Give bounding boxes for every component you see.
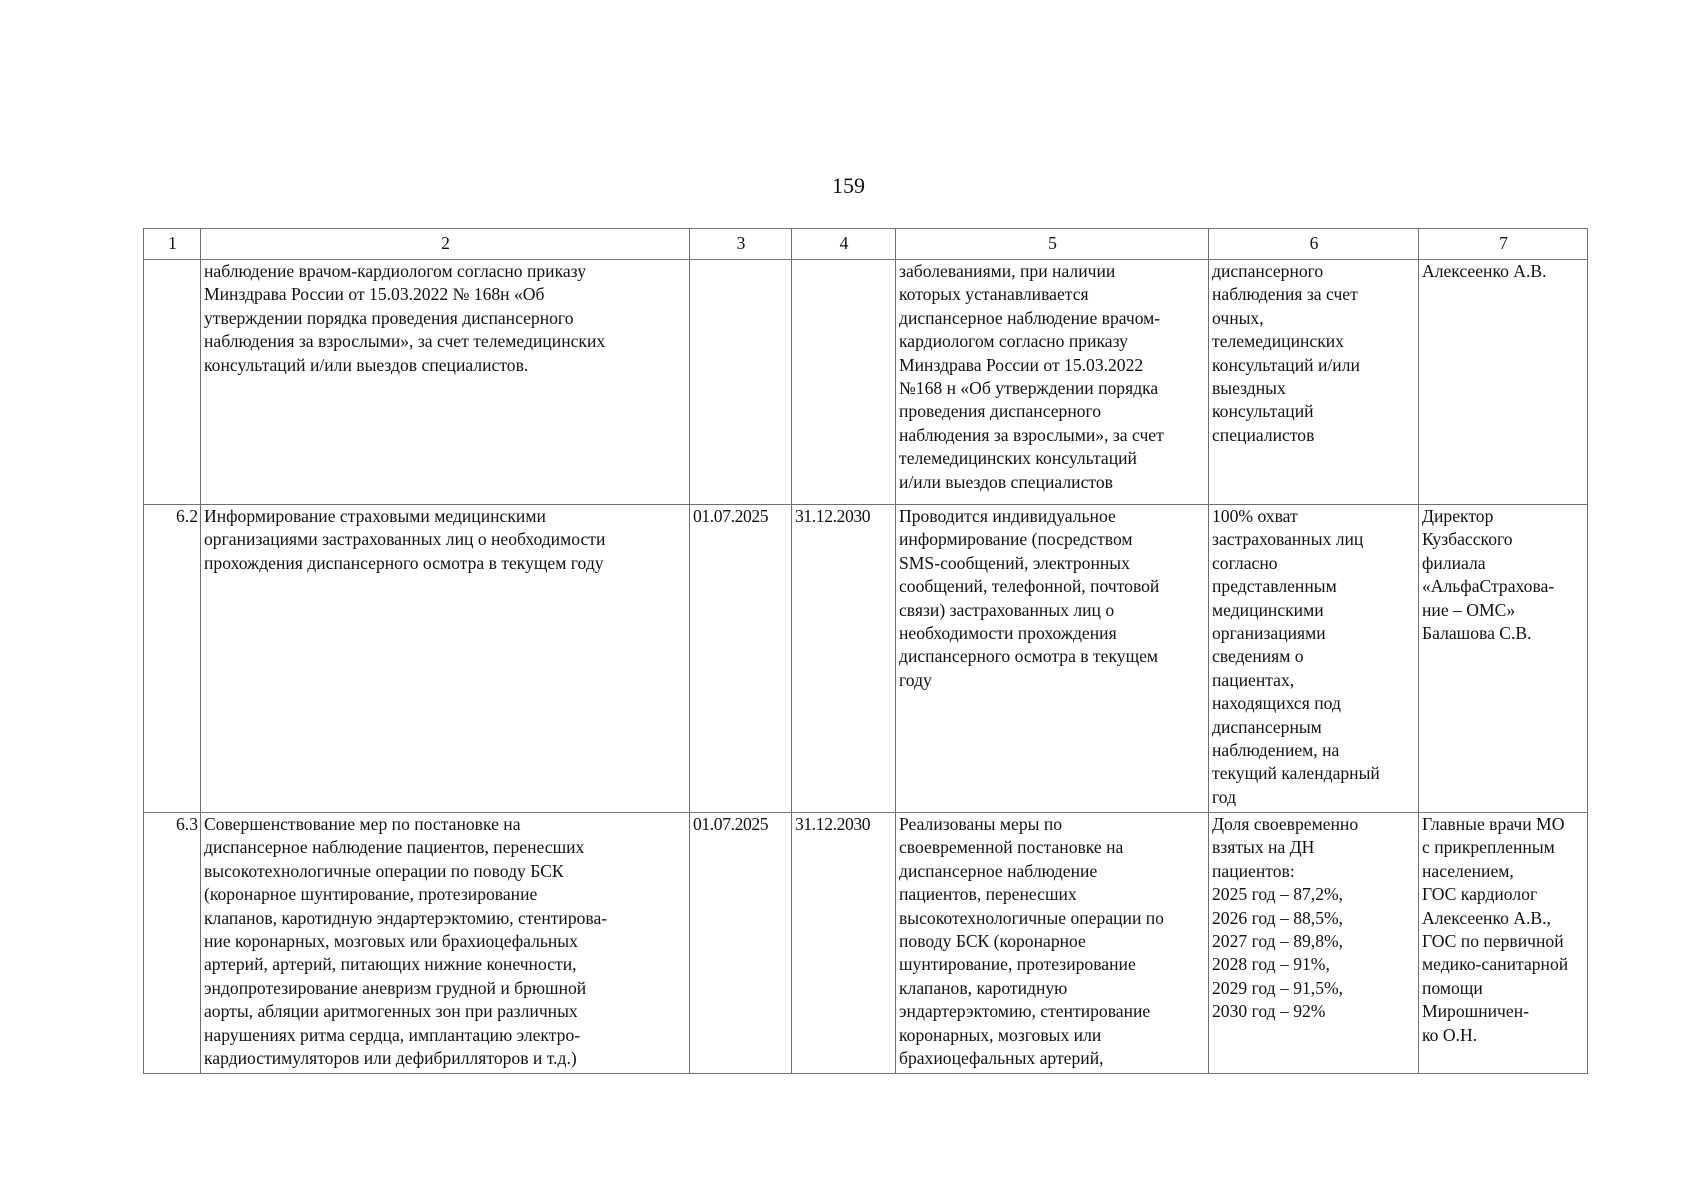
column-header-4: 4 bbox=[792, 229, 896, 260]
row-number: 6.2 bbox=[144, 505, 201, 813]
column-header-7: 7 bbox=[1419, 229, 1588, 260]
row-number: 6.3 bbox=[144, 813, 201, 1074]
start-date-cell: 01.07.2025 bbox=[690, 505, 792, 813]
result-cell: Проводится индивидуальное информирование (посредством SMS-сообщений, электронных сообщений, телефонной, почтовой связи) застрахованных лиц о необходимости прохождения диспансерного осмотра в текущем году bbox=[896, 505, 1209, 813]
table-row bbox=[144, 813, 1588, 1074]
responsible-cell: Директор Кузбасского филиала «АльфаСтрахова- ние – ОМС» Балашова С.В. bbox=[1419, 505, 1588, 813]
responsible-cell: Алексеенко А.В. bbox=[1419, 260, 1588, 505]
column-header-5: 5 bbox=[896, 229, 1209, 260]
indicator-cell: диспансерного наблюдения за счет очных, телемедицинских консультаций и/или выездных консультаций специалистов bbox=[1209, 260, 1419, 505]
indicator-cell: Доля своевременно взятых на ДН пациентов: 2025 год – 87,2%, 2026 год – 88,5%, 2027 год – 89,8%, 2028 год – 91%, 2029 год – 91,5%, 2030 год – 92% bbox=[1209, 813, 1419, 1074]
end-date-cell bbox=[792, 260, 896, 505]
measure-cell: Информирование страховыми медицинскими организациями застрахованных лиц о необходимости прохождения диспансерного осмотра в текущем году bbox=[201, 505, 690, 813]
end-date-cell: 31.12.2030 bbox=[792, 505, 896, 813]
row-number bbox=[144, 260, 201, 505]
column-header-1: 1 bbox=[144, 229, 201, 260]
indicator-cell: 100% охват застрахованных лиц согласно представленным медицинскими организациями сведениям о пациентах, находящихся под диспансерным наблюдением, на текущий календарный год bbox=[1209, 505, 1419, 813]
column-header-2: 2 bbox=[201, 229, 690, 260]
responsible-cell: Главные врачи МО с прикрепленным населением, ГОС кардиолог Алексеенко А.В., ГОС по первичной медико-санитарной помощи Мирошничен- ко О.Н. bbox=[1419, 813, 1588, 1074]
column-header-6: 6 bbox=[1209, 229, 1419, 260]
table-row bbox=[144, 260, 1588, 505]
table-header-row bbox=[144, 229, 1588, 260]
measure-cell: наблюдение врачом-кардиологом согласно приказу Минздрава России от 15.03.2022 № 168н «Об утверждении порядка проведения диспансерного наблюдения за взрослыми», за счет телемедицинских консультаций и/или выездов специалистов. bbox=[201, 260, 690, 505]
measures-table bbox=[143, 228, 1588, 1074]
result-cell: заболеваниями, при наличии которых устанавливается диспансерное наблюдение врачом- кардиологом согласно приказу Минздрава России от 15.03.2022 №168 н «Об утверждении порядка проведения диспансерного наблюдения за взрослыми», за счет телемедицинских консультаций и/или выездов специалистов bbox=[896, 260, 1209, 505]
table-row bbox=[144, 505, 1588, 813]
page-number: 159 bbox=[832, 173, 865, 198]
start-date-cell: 01.07.2025 bbox=[690, 813, 792, 1074]
column-header-3: 3 bbox=[690, 229, 792, 260]
end-date-cell: 31.12.2030 bbox=[792, 813, 896, 1074]
measure-cell: Совершенствование мер по постановке на диспансерное наблюдение пациентов, перенесших высокотехнологичные операции по поводу БСК (коронарное шунтирование, протезирование клапанов, каротидную эндартерэктомию, стентирова- ние коронарных, мозговых или брахиоцефальных артерий, артерий, питающих нижние конечности, эндопротезирование аневризм грудной и брюшной аорты, абляции аритмогенных зон при различных нарушениях ритма сердца, имплантацию электро- кардиостимуляторов или дефибрилляторов и т.д.) bbox=[201, 813, 690, 1074]
result-cell: Реализованы меры по своевременной постановке на диспансерное наблюдение пациентов, перенесших высокотехнологичные операции по поводу БСК (коронарное шунтирование, протезирование клапанов, каротидную эндартерэктомию, стентирование коронарных, мозговых или брахиоцефальных артерий, bbox=[896, 813, 1209, 1074]
start-date-cell bbox=[690, 260, 792, 505]
